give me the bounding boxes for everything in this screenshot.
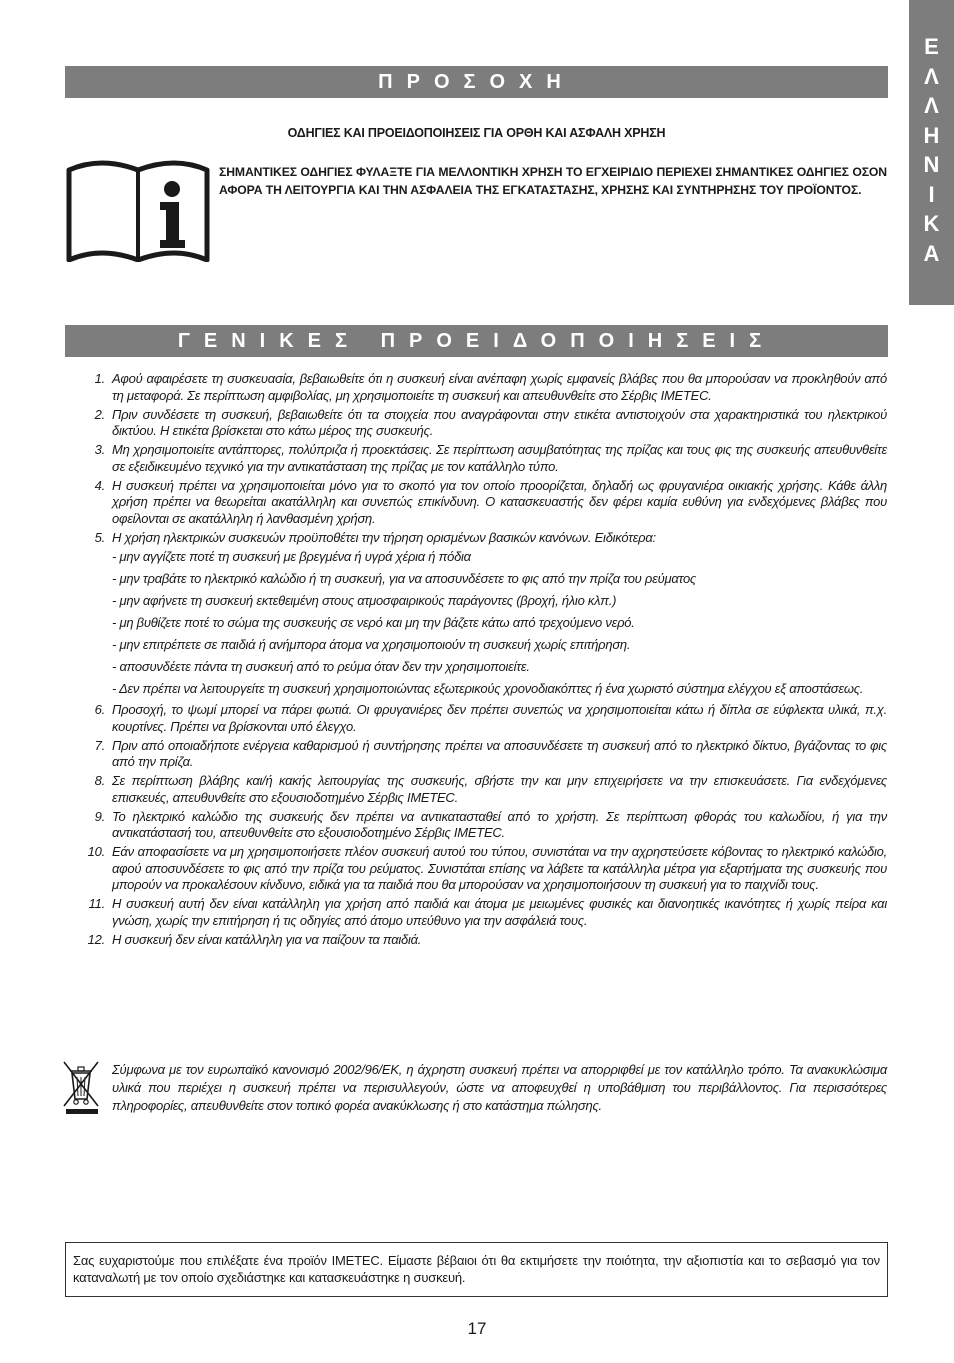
item-text: Το ηλεκτρικό καλώδιο της συσκευής δεν πρέπει να αντικατασταθεί από το χρήστη. Σε περίπτωση φθοράς του καλωδίου, ή για την αντικατάστασή του, απευθυνθείτε στο εξουσιοδοτημένο Σέρβις IMETEC. [112, 808, 887, 840]
list-item [78, 932, 887, 949]
item-number: 6. [94, 702, 105, 717]
item-number: 1. [94, 371, 105, 386]
rules-sublist [112, 549, 887, 698]
item-text: Η συσκευή πρέπει να χρησιμοποιείται μόνο για το σκοπό για τον οποίο προορίζεται, δηλαδή ως φρυγανιέρα οικιακής χρήσης. Κάθε άλλη χρήση πρέπει να θεωρείται ακατάλληλη και συνεπώς επικίνδυνη. Ο κατασκευαστής δεν φέρει καμία ευθύνη για ενδεχόμενες βλάβες που οφείλονται σε ακατάλληλη ή λανθασμένη χρήση. [112, 477, 887, 526]
sublist-item: - μην αφήνετε τη συσκευή εκτεθειμένη στους ατμοσφαιρικούς παράγοντες (βροχή, ήλιο κλπ.) [112, 593, 617, 608]
item-text: Σε περίπτωση βλάβης και/ή κακής λειτουργίας της συσκευής, σβήστε την και μην επιχειρήσετε να την επισκευάσετε. Για ενδεχόμενες επισκευές, απευθυνθείτε στο εξουσιοδοτημένο Σέρβις IMETEC. [112, 773, 887, 805]
sublist-item: - μην αγγίζετε ποτέ τη συσκευή με βρεγμένα ή υγρά χέρια ή πόδια [112, 549, 471, 564]
list-item [78, 407, 887, 440]
sublist-item: - αποσυνδέετε πάντα τη συσκευή από το ρεύμα όταν δεν την χρησιμοποιείτε. [112, 659, 530, 674]
weee-disposal-text: Σύμφωνα με τον ευρωπαϊκό κανονισμό 2002/96/ΕΚ, η άχρηστη συσκευή πρέπει να απορριφθεί με τον κατάλληλο τρόπο. Τα ανακυκλώσιμα υλικά που περιέχει η συσκευή πρέπει να περισυλλεγούν, ώστε να αποφευχθεί η υποβάθμιση του περιβάλλοντος. Για περισσότερες πληροφορίες, απευθυνθείτε στον τοπικό φορέα ανακύκλωσης ή στο κατάστημα πώλησης. [112, 1062, 887, 1113]
list-item [78, 773, 887, 806]
item-text: Εάν αποφασίσετε να μη χρησιμοποιήσετε πλέον συσκευή αυτού του τύπου, συνιστάται να την αχρηστεύσετε κόβοντας το ηλεκτρικό καλώδιο, αφού αποσυνδέσετε το φις από την πρίζα του ρεύματος. Συνιστάται επίσης να λάβετε τα κατάλληλα μέτρα για εξαρτήματα της συσκευής που μπορούν να προκαλέσουν κίνδυνο, ειδικά για τα παιδιά που θα μπορούσαν να χρησιμοποιήσουν τη συσκευή για το παιχνίδι τους. [112, 844, 887, 892]
item-number: 10. [87, 844, 105, 859]
sublist-item: - μη βυθίζετε ποτέ το σώμα της συσκευής σε νερό και μη την βάζετε κάτω από τρεχούμενο νερό. [112, 615, 635, 630]
language-tab-letter: Κ [923, 211, 940, 236]
item-number: 5. [94, 529, 105, 545]
list-item [78, 844, 887, 894]
general-warnings-banner: ΓΕΝΙΚΕΣ ΠΡΟΕΙΔΟΠΟΙΗΣΕΙΣ [65, 325, 888, 357]
language-tab-letter: Λ [924, 63, 939, 89]
language-tab-letter: Α [923, 240, 940, 266]
page-number: 17 [467, 1319, 487, 1338]
item-number: 12. [87, 931, 105, 947]
language-tab [909, 0, 954, 305]
list-item [78, 442, 887, 475]
info-manual-icon [66, 156, 210, 262]
attention-banner: ΠΡΟΣΟΧΗ [65, 66, 888, 98]
language-tab-letter: Η [923, 122, 940, 148]
list-item [78, 738, 887, 771]
important-notice: ΣΗΜΑΝΤΙΚΕΣ ΟΔΗΓΙΕΣ ΦΥΛΑΞΤΕ ΓΙΑ ΜΕΛΛΟΝΤΙΚΗ ΧΡΗΣΗ ΤΟ ΕΓΧΕΙΡΙΔΙΟ ΠΕΡΙΕΧΕΙ ΣΗΜΑΝΤΙΚΕΣ ΟΔΗΓΙΕΣ ΟΣΟΝ ΑΦΟΡΑ ΤΗ ΛΕΙΤΟΥΡΓΙΑ ΚΑΙ ΤΗΝ ΑΣΦΑΛΕΙΑ ΤΗΣ ΕΓΚΑΤΑΣΤΑΣΗΣ, ΧΡΗΣΗΣ ΚΑΙ ΣΥΝΤΗΡΗΣΗΣ ΤΟΥ ΠΡΟΪΟΝΤΟΣ. [219, 165, 887, 197]
language-tab-letter: Ι [928, 181, 935, 207]
list-item [78, 530, 887, 700]
language-tab-letter: Ν [923, 152, 940, 177]
list-item [78, 478, 887, 528]
thank-you-box: Σας ευχαριστούμε που επιλέξατε ένα προϊόν IMETEC. Είμαστε βέβαιοι ότι θα εκτιμήσετε την ποιότητα, την αξιοπιστία και το σεβασμό για τον καταναλωτή με τον οποίο σχεδιάστηκε και κατασκευάστηκε η συσκευή. [65, 1242, 888, 1297]
language-tab-letter: Λ [924, 93, 939, 118]
item-number: 7. [94, 737, 105, 753]
list-item [78, 702, 887, 735]
sublist-item: - μην επιτρέπετε σε παιδιά ή ανήμπορα άτομα να χρησιμοποιούν τη συσκευή χωρίς επιτήρηση. [112, 637, 631, 652]
item-text: Μη χρησιμοποιείτε αντάπτορες, πολύπριζα ή προεκτάσεις. Σε περίπτωση ασυμβατότητας της πρίζας και τους φις της συσκευής απευθυνθείτε σε εξειδικευμένο τεχνικό για την αντικατάσταση της πρίζας με τον κατάλληλο τύπο. [112, 442, 887, 474]
list-item [78, 809, 887, 842]
list-item [78, 371, 887, 404]
item-text: Η χρήση ηλεκτρικών συσκευών προϋποθέτει την τήρηση ορισμένων βασικών κανόνων. Ειδικότερα: [112, 529, 656, 545]
crossed-bin-icon [62, 1059, 102, 1115]
item-text: Πριν συνδέσετε τη συσκευή, βεβαιωθείτε ότι τα στοιχεία που αναγράφονται στην ετικέτα αντιστοιχούν στα χαρακτηριστικά του ηλεκτρικού δικτύου. Η ετικέτα βρίσκεται στο κάτω μέρος της συσκευής. [112, 406, 887, 438]
item-number: 2. [94, 406, 105, 422]
sublist-item: - μην τραβάτε το ηλεκτρικό καλώδιο ή τη συσκευή, για να αποσυνδέσετε το φις από την πρίζα του ρεύματος [112, 571, 697, 586]
item-text: Προσοχή, το ψωμί μπορεί να πάρει φωτιά. Οι φρυγανιέρες δεν πρέπει συνεπώς να χρησιμοποιείται κάτω ή δίπλα σε εύφλεκτα υλικά, π.χ. κουρτίνες. Πρέπει να βρίσκονται υπό έλεγχο. [112, 702, 887, 734]
list-item [78, 896, 887, 929]
item-text: Αφού αφαιρέσετε τη συσκευασία, βεβαιωθείτε ότι η συσκευή είναι ανέπαφη χωρίς εμφανείς βλάβες που θα μπορούσαν να προκληθούν από τη μεταφορά. Σε περίπτωση αμφιβολίας, μη χρησιμοποιείτε τη συσκευή και απευθυνθείτε στο Σέρβις IMETEC. [112, 371, 887, 403]
item-text: Η συσκευή αυτή δεν είναι κατάλληλη για χρήση από παιδιά και άτομα με μειωμένες φυσικές και διανοητικές ικανότητες ή χωρίς πείρα και γνώση, χωρίς την επιτήρηση ή τις οδηγίες από άτομο υπεύθυνο για την ασφάλειά τους. [112, 896, 887, 928]
item-number: 8. [94, 773, 105, 788]
warnings-list [78, 371, 887, 951]
item-number: 4. [94, 477, 105, 493]
item-number: 3. [94, 442, 105, 457]
language-tab-letter: Ε [924, 34, 939, 59]
item-number: 9. [94, 808, 105, 824]
item-text: Πριν από οποιαδήποτε ενέργεια καθαρισμού ή συντήρησης πρέπει να αποσυνδέσετε τη συσκευή από το ηλεκτρικό δίκτυο, βγάζοντας το φις από την πρίζα. [112, 737, 887, 769]
sublist-item: - Δεν πρέπει να λειτουργείτε τη συσκευή χρησιμοποιώντας εξωτερικούς χρονοδιακόπτες ή ένα χωριστό σύστημα ελέγχου εξ αποστάσεως. [112, 681, 864, 696]
item-number: 11. [88, 896, 105, 911]
item-text: Η συσκευή δεν είναι κατάλληλη για να παίζουν τα παιδιά. [112, 931, 422, 947]
attention-subheading: ΟΔΗΓΙΕΣ ΚΑΙ ΠΡΟΕΙΔΟΠΟΙΗΣΕΙΣ ΓΙΑ ΟΡΘΗ ΚΑΙ ΑΣΦΑΛΗ ΧΡΗΣΗ [287, 126, 666, 140]
